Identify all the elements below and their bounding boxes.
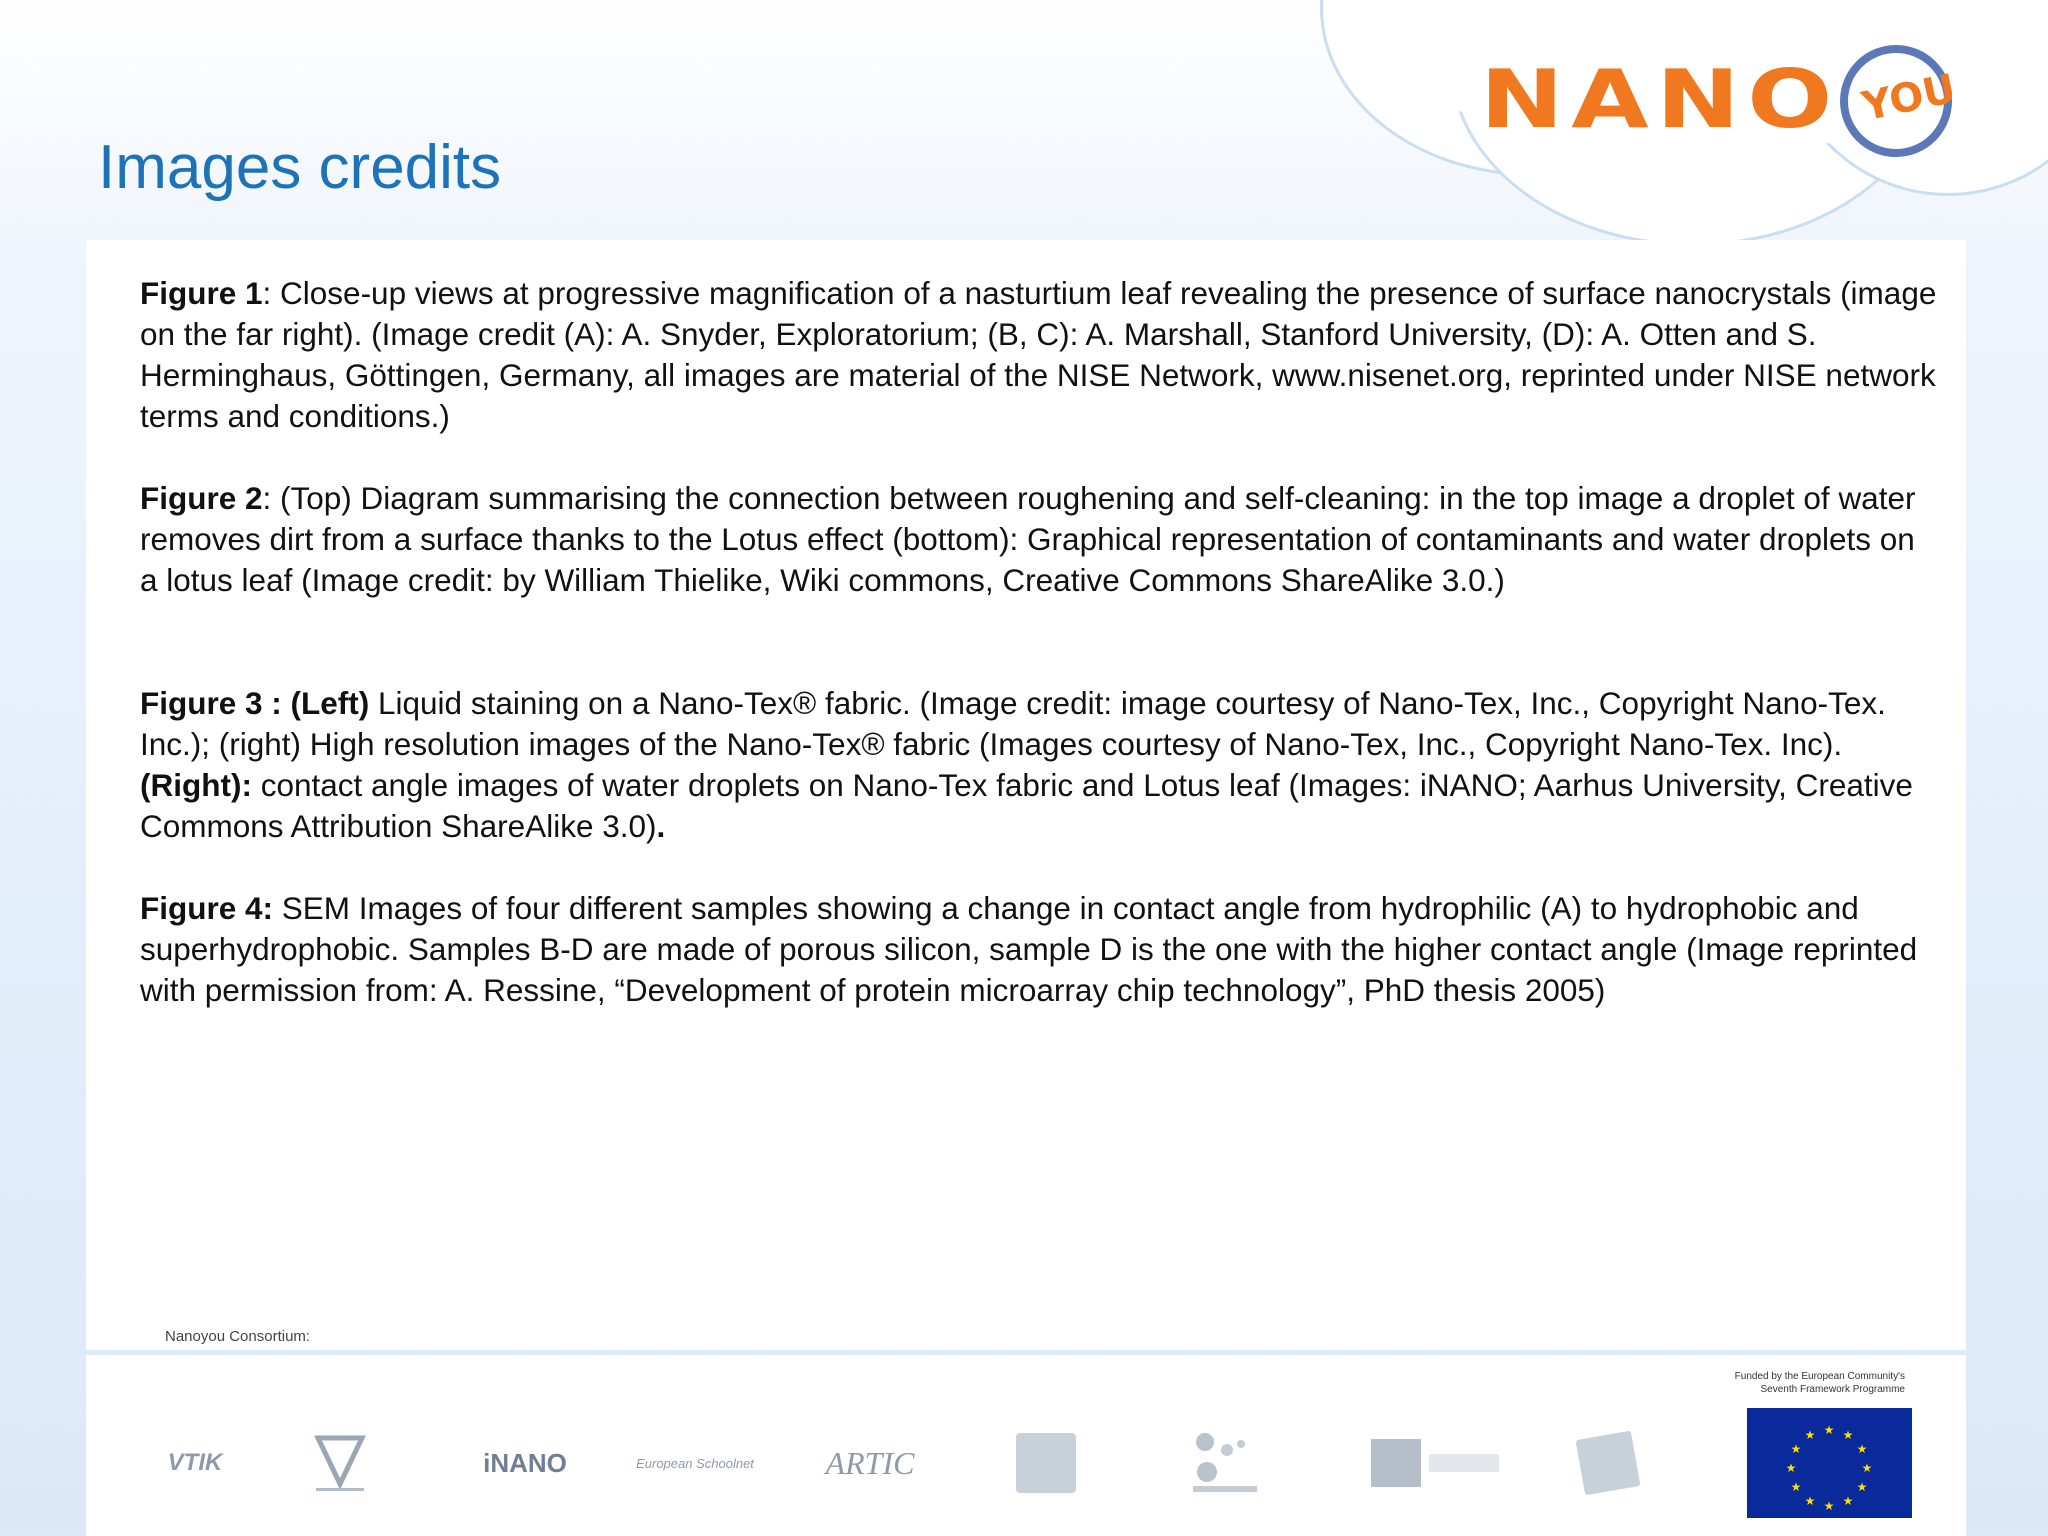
partner-logo-artic <box>815 1428 925 1498</box>
svg-text:★: ★ <box>1790 1442 1802 1456</box>
nanoyou-logo <box>1480 45 1980 175</box>
partner-logo-vtik <box>145 1428 245 1498</box>
svg-text:★: ★ <box>1861 1461 1873 1475</box>
partner-inano-text: iNANO <box>483 1447 567 1478</box>
partner-logo-stamp <box>1570 1428 1645 1498</box>
crest-icon <box>312 1432 368 1494</box>
partner-logo-square <box>1015 1428 1077 1498</box>
figure-4-label: Figure 4: <box>140 890 274 926</box>
figure-3-label-right: (Right): <box>140 767 252 803</box>
partner-vtik-text: VTIK <box>167 1449 223 1476</box>
figure-3-label: Figure 3 : (Left) <box>140 685 370 721</box>
shield-logo-bar <box>1429 1454 1499 1472</box>
svg-text:★: ★ <box>1804 1494 1816 1508</box>
svg-text:★: ★ <box>1823 1423 1835 1437</box>
logo-badge-text: YOU <box>1858 65 1960 131</box>
figure-2-credit <box>140 478 1940 601</box>
molecule-icon <box>1185 1428 1265 1498</box>
figure-2-label: Figure 2 <box>140 480 263 516</box>
svg-text:★: ★ <box>1842 1428 1854 1442</box>
figure-3-credit <box>140 683 1940 847</box>
content-panel <box>86 240 1966 1350</box>
page-title: Images credits <box>98 133 502 202</box>
stamp-logo-icon <box>1575 1431 1640 1496</box>
svg-text:★: ★ <box>1856 1442 1868 1456</box>
partner-logo-inano <box>460 1428 590 1498</box>
shield-logo-icon <box>1371 1439 1421 1487</box>
svg-text:★: ★ <box>1785 1461 1797 1475</box>
svg-text:★: ★ <box>1804 1428 1816 1442</box>
partner-artic-text: ARTIC <box>825 1444 915 1481</box>
figure-1-credit <box>140 273 1940 437</box>
svg-text:★: ★ <box>1823 1499 1835 1513</box>
svg-text:★: ★ <box>1856 1480 1868 1494</box>
logo-badge-ring <box>1840 45 1960 157</box>
logo-word: NANO <box>1480 53 1840 146</box>
partner-logo-molecule <box>1185 1428 1265 1498</box>
eu-flag-icon <box>1747 1408 1912 1518</box>
partner-logo-schoolnet <box>630 1428 760 1498</box>
partner-logo-shield <box>1365 1428 1505 1498</box>
svg-text:★: ★ <box>1790 1480 1802 1494</box>
figure-4-text: SEM Images of four different samples showing a change in contact angle from hydrophilic (A) to hydrophobic and superhydrophobic. Samples B-D are made of porous silicon, sample D is the one with the higher contact angle (Image reprinted with permission from: A. Ressine, “Development of protein microarray chip technology”, PhD thesis 2005) <box>140 890 1918 1008</box>
figure-3-end: . <box>656 808 666 844</box>
figure-3-text: Liquid staining on a Nano-Tex® fabric. (Image credit: image courtesy of Nano-Tex, Inc., Copyright Nano-Tex. Inc.); (right) High resolution images of the Nano-Tex® fabric (Images courtesy of Nano-Tex, Inc., Copyright Nano-Tex. Inc). <box>140 685 1886 762</box>
partner-logo-crest <box>300 1428 380 1498</box>
eu-stars-icon <box>1747 1408 1912 1518</box>
square-logo-icon <box>1016 1433 1076 1493</box>
partner-schoolnet-text: European Schoolnet <box>636 1455 754 1471</box>
figure-2-text: : (Top) Diagram summarising the connection between roughening and self-cleaning: in the top image a droplet of water removes dirt from a surface thanks to the Lotus effect (bottom): Graphical representation of contaminants and water droplets on a lotus leaf (Image credit: by William Thielike, Wiki commons, Creative Commons ShareAlike 3.0.) <box>140 480 1916 598</box>
figure-4-credit <box>140 888 1940 1011</box>
consortium-label: Nanoyou Consortium: <box>165 1328 311 1345</box>
svg-text:★: ★ <box>1842 1494 1854 1508</box>
figure-1-text: : Close-up views at progressive magnification of a nasturtium leaf revealing the presence of surface nanocrystals (image on the far right). (Image credit (A): A. Snyder, Exploratorium; (B, C): A. Marshall, Stanford University, (D): A. Otten and S. Herminghaus, Göttingen, Germany, all images are material of the NISE Network, www.nisenet.org, reprinted under NISE network terms and conditions.) <box>140 275 1937 434</box>
funded-label: Funded by the European Community's Seventh Framework Programme <box>1734 1371 1905 1395</box>
figure-3-text-right: contact angle images of water droplets on Nano-Tex fabric and Lotus leaf (Images: iNANO; Aarhus University, Creative Commons Attribution ShareAlike 3.0) <box>140 767 1913 844</box>
figure-1-label: Figure 1 <box>140 275 263 311</box>
